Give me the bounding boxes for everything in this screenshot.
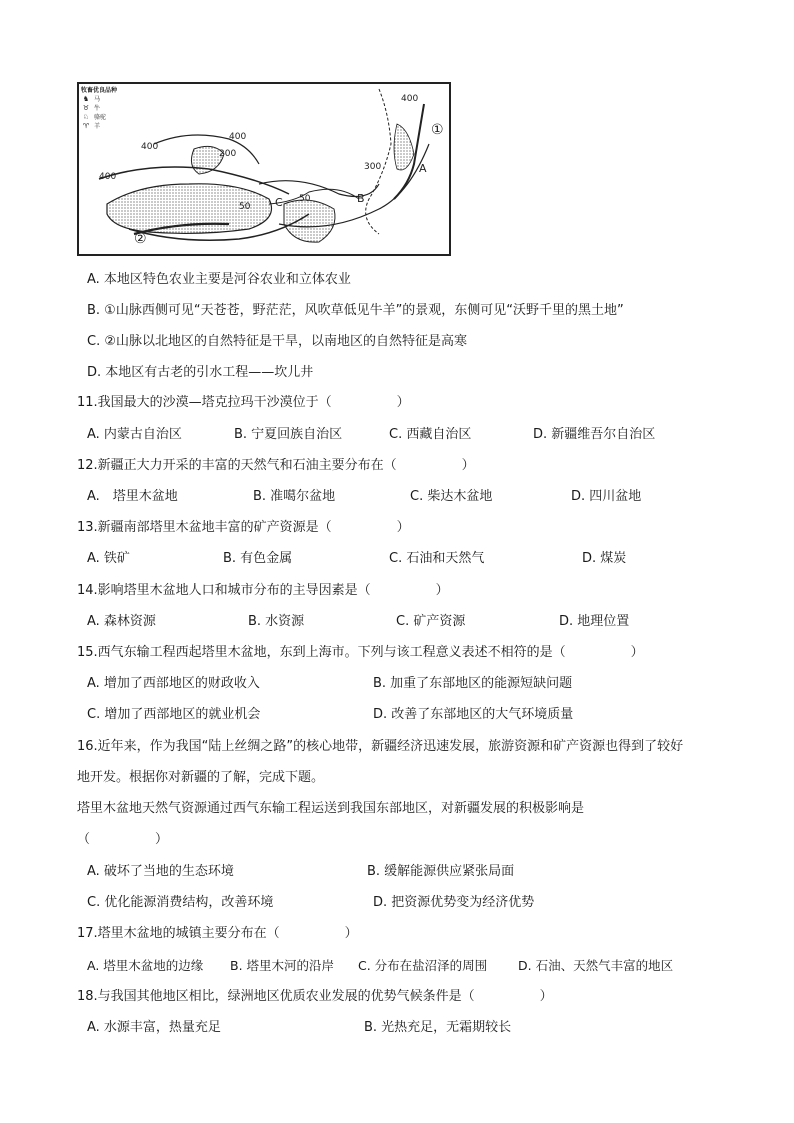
q15-option-c: C. 增加了西部地区的就业机会 bbox=[87, 707, 261, 722]
q16-option-a: A. 破坏了当地的生态环境 bbox=[87, 864, 234, 879]
q13-option-d: D. 煤炭 bbox=[582, 551, 627, 566]
map-drawing bbox=[79, 84, 449, 254]
q14-stem: 14.影响塔里木盆地人口和城市分布的主导因素是（ ） bbox=[77, 583, 449, 598]
legend-item-sheep bbox=[81, 122, 133, 131]
q16-sub-blank: （ ） bbox=[77, 832, 169, 847]
legend-item-camel bbox=[81, 113, 133, 122]
q15-stem: 15.西气东输工程西起塔里木盆地，东到上海市。下列与该工程意义表述不相符的是（ ） bbox=[77, 645, 644, 660]
q12-option-b: B. 准噶尔盆地 bbox=[253, 489, 336, 504]
q11-option-b: B. 宁夏回族自治区 bbox=[234, 427, 343, 442]
legend-item-label: 羊 bbox=[94, 123, 101, 130]
q17-option-a: A. 塔里木盆地的边缘 bbox=[87, 958, 204, 973]
q17-option-b: B. 塔里木河的沿岸 bbox=[230, 958, 335, 973]
q12-option-d: D. 四川盆地 bbox=[571, 489, 642, 504]
legend-item-horse bbox=[81, 95, 133, 104]
contour-label: 400 bbox=[141, 142, 159, 152]
q18-stem: 18.与我国其他地区相比，绿洲地区优质农业发展的优势气候条件是（ ） bbox=[77, 989, 553, 1004]
q17-option-d: D. 石油、天然气丰富的地区 bbox=[518, 958, 674, 973]
q10-option-c: C. ②山脉以北地区的自然特征是干旱，以南地区的自然特征是高寒 bbox=[87, 334, 467, 349]
q16-stem-line2: 地开发。根据你对新疆的了解，完成下题。 bbox=[77, 770, 325, 785]
q16-option-d: D. 把资源优势变为经济优势 bbox=[373, 895, 535, 910]
q13-stem: 13.新疆南部塔里木盆地丰富的矿产资源是（ ） bbox=[77, 520, 410, 535]
q14-option-d: D. 地理位置 bbox=[559, 614, 630, 629]
q14-option-a: A. 森林资源 bbox=[87, 614, 156, 629]
q18-option-a: A. 水源丰富，热量充足 bbox=[87, 1020, 221, 1035]
q12-option-a: A. 塔里木盆地 bbox=[87, 489, 178, 504]
point-c-label: C bbox=[275, 196, 283, 209]
q17-stem: 17.塔里木盆地的城镇主要分布在（ ） bbox=[77, 926, 358, 941]
map-legend bbox=[81, 86, 133, 148]
q16-option-b: B. 缓解能源供应紧张局面 bbox=[367, 864, 515, 879]
q11-option-d: D. 新疆维吾尔自治区 bbox=[533, 427, 656, 442]
contour-label: 50 bbox=[239, 202, 251, 212]
q10-option-d: D. 本地区有古老的引水工程——坎儿井 bbox=[87, 365, 314, 380]
eastern-desert bbox=[284, 200, 335, 242]
q12-option-c: C. 柴达木盆地 bbox=[410, 489, 493, 504]
q16-option-c: C. 优化能源消费结构，改善环境 bbox=[87, 895, 274, 910]
point-a-label: A bbox=[419, 162, 427, 175]
q10-option-a: A. 本地区特色农业主要是河谷农业和立体农业 bbox=[87, 272, 351, 287]
contour-label: 400 bbox=[99, 172, 117, 182]
q17-option-c: C. 分布在盐沼泽的周围 bbox=[358, 958, 488, 973]
point-b-label: B bbox=[357, 192, 365, 205]
q11-stem: 11.我国最大的沙漠—塔克拉玛干沙漠位于（ ） bbox=[77, 395, 410, 410]
q16-sub-stem: 塔里木盆地天然气资源通过西气东输工程运送到我国东部地区，对新疆发展的积极影响是 bbox=[77, 801, 585, 816]
q13-option-b: B. 有色金属 bbox=[223, 551, 293, 566]
q11-option-c: C. 西藏自治区 bbox=[389, 427, 472, 442]
q15-option-a: A. 增加了西部地区的财政收入 bbox=[87, 676, 260, 691]
q11-option-a: A. 内蒙古自治区 bbox=[87, 427, 182, 442]
q12-stem: 12.新疆正大力开采的丰富的天然气和石油主要分布在（ ） bbox=[77, 458, 475, 473]
q13-option-a: A. 铁矿 bbox=[87, 551, 130, 566]
map-figure bbox=[77, 82, 451, 256]
marker-2: ② bbox=[134, 231, 147, 247]
q15-option-b: B. 加重了东部地区的能源短缺问题 bbox=[373, 676, 573, 691]
q10-option-b: B. ①山脉西侧可见“天苍苍，野茫茫，风吹草低见牛羊”的景观，东侧可见“沃野千里的黑土地” bbox=[87, 303, 624, 318]
q16-stem-line1: 16.近年来，作为我国“陆上丝绸之路”的核心地带，新疆经济迅速发展，旅游资源和矿产资源也得到了较好 bbox=[77, 739, 684, 754]
legend-item-label: 马 bbox=[94, 96, 101, 103]
legend-item-label: 骆驼 bbox=[94, 114, 107, 121]
contour-label: 50 bbox=[299, 194, 311, 204]
contour-label: 200 bbox=[219, 149, 237, 159]
marker-1: ① bbox=[431, 122, 444, 138]
contour-label: 400 bbox=[401, 94, 419, 104]
northeast-plain bbox=[394, 124, 414, 170]
q14-option-b: B. 水资源 bbox=[248, 614, 305, 629]
sheep-icon: ♈ bbox=[82, 122, 90, 130]
q14-option-c: C. 矿产资源 bbox=[396, 614, 466, 629]
camel-icon: ♘ bbox=[82, 113, 90, 121]
legend-item-label: 牛 bbox=[94, 105, 101, 112]
contour-label: 400 bbox=[229, 132, 247, 142]
q15-option-d: D. 改善了东部地区的大气环境质量 bbox=[373, 707, 574, 722]
legend-title: 牧畜优良品种 bbox=[81, 87, 118, 94]
q18-option-b: B. 光热充足，无霜期较长 bbox=[364, 1020, 512, 1035]
legend-item-cattle bbox=[81, 104, 133, 113]
q13-option-c: C. 石油和天然气 bbox=[389, 551, 485, 566]
horse-icon: ♞ bbox=[82, 95, 90, 103]
cattle-icon: ♉ bbox=[82, 104, 90, 112]
contour-label: 300 bbox=[364, 162, 382, 172]
